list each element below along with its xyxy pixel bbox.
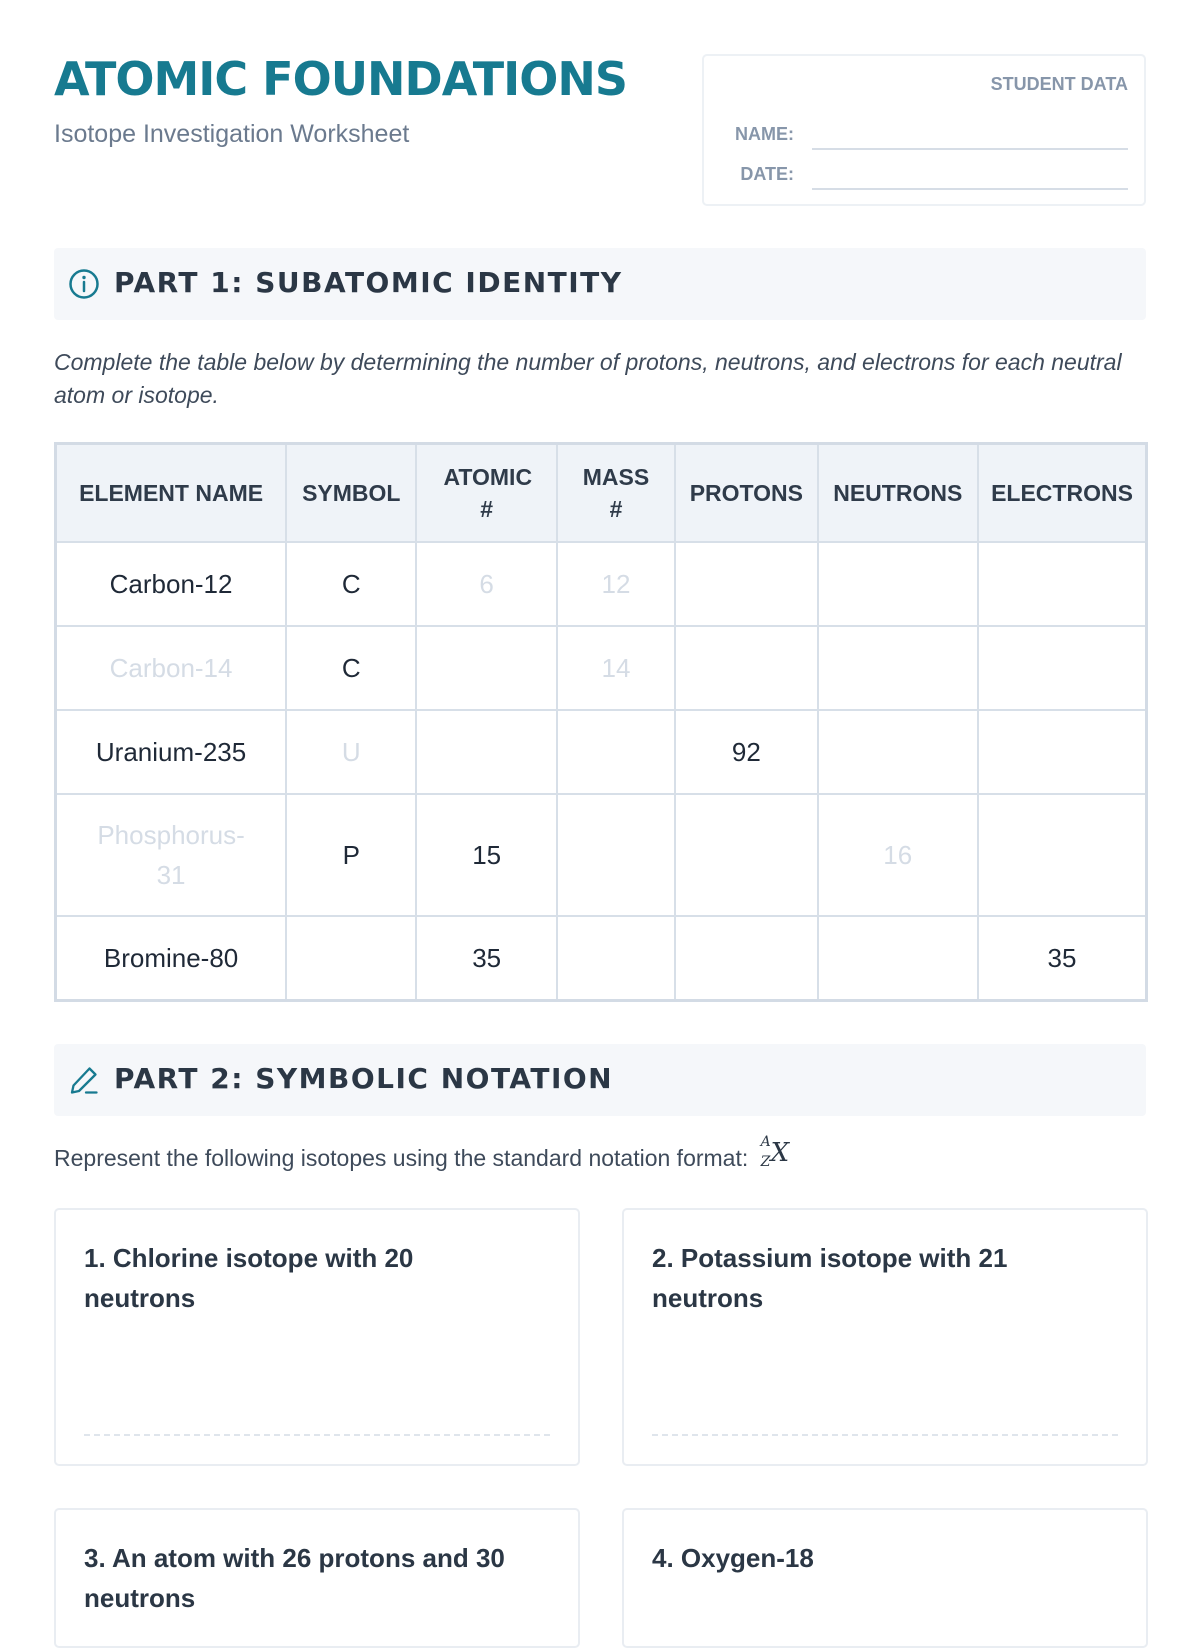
page-title: ATOMIC FOUNDATIONS (54, 52, 627, 106)
cell-mass-number[interactable] (557, 710, 675, 794)
cell-atomic-number[interactable] (416, 710, 556, 794)
cell-symbol: C (286, 626, 416, 710)
formula-symbol: X (770, 1138, 790, 1168)
part2-instructions-text: Represent the following isotopes using the standard notation format: (54, 1145, 749, 1171)
cell-mass-number[interactable] (557, 794, 675, 916)
cell-mass-number[interactable] (557, 916, 675, 1001)
name-field[interactable] (812, 148, 1128, 150)
question-card (622, 1508, 1148, 1648)
col-protons: PROTONS (675, 444, 817, 543)
col-electrons: ELECTRONS (978, 444, 1147, 543)
cell-electrons[interactable] (978, 710, 1147, 794)
cell-protons: 92 (675, 710, 817, 794)
table-row (56, 916, 1147, 1001)
cell-element-name: Uranium-235 (56, 710, 287, 794)
formula-mass: A (760, 1134, 771, 1150)
table-row (56, 626, 1147, 710)
col-element-name: ELEMENT NAME (56, 444, 287, 543)
cell-element-name[interactable]: Phosphorus-31 (56, 794, 287, 916)
formula-atomic: Z (760, 1154, 771, 1170)
question-card (622, 1208, 1148, 1466)
table-row (56, 710, 1147, 794)
subatomic-table (54, 442, 1148, 1002)
cell-neutrons[interactable] (818, 626, 978, 710)
part2-header (54, 1044, 1146, 1116)
cell-atomic-number: 15 (416, 794, 556, 916)
name-label: NAME: (735, 124, 794, 144)
cell-neutrons[interactable] (818, 542, 978, 626)
cell-neutrons[interactable]: 16 (818, 794, 978, 916)
col-mass-number: MASS # (557, 444, 675, 543)
part1-instructions: Complete the table below by determining the number of protons, neutrons, and electrons for each neutral atom or isotope. (54, 349, 1122, 408)
part1-title: PART 1: SUBATOMIC IDENTITY (114, 266, 623, 299)
cell-electrons: 35 (978, 916, 1147, 1001)
cell-neutrons[interactable] (818, 710, 978, 794)
cell-element-name: Bromine-80 (56, 916, 287, 1001)
name-row (704, 120, 1144, 150)
answer-line[interactable] (84, 1434, 550, 1436)
table-row (56, 542, 1147, 626)
date-row (704, 160, 1144, 190)
col-symbol: SYMBOL (286, 444, 416, 543)
date-field[interactable] (812, 188, 1128, 190)
question-card (54, 1208, 580, 1466)
cell-mass-number[interactable]: 14 (557, 626, 675, 710)
question-text: 3. An atom with 26 protons and 30 neutrons (84, 1543, 505, 1613)
part2-title: PART 2: SYMBOLIC NOTATION (114, 1062, 614, 1095)
cell-electrons[interactable] (978, 626, 1147, 710)
date-label: DATE: (740, 164, 794, 184)
cell-atomic-number[interactable]: 6 (416, 542, 556, 626)
cell-symbol: C (286, 542, 416, 626)
pencil-icon (68, 1064, 100, 1096)
question-text: 4. Oxygen-18 (652, 1543, 814, 1573)
cell-element-name[interactable]: Carbon-14 (56, 626, 287, 710)
cell-atomic-number[interactable] (416, 626, 556, 710)
col-neutrons: NEUTRONS (818, 444, 978, 543)
cell-protons[interactable] (675, 794, 817, 916)
info-icon (68, 268, 100, 300)
cell-symbol[interactable] (286, 916, 416, 1001)
table-header-row (56, 444, 1147, 543)
cell-symbol: P (286, 794, 416, 916)
cell-protons[interactable] (675, 542, 817, 626)
cell-symbol[interactable]: U (286, 710, 416, 794)
notation-formula (755, 1134, 799, 1172)
col-atomic-number: ATOMIC # (416, 444, 556, 543)
question-text: 1. Chlorine isotope with 20 neutrons (84, 1243, 414, 1313)
cell-mass-number[interactable]: 12 (557, 542, 675, 626)
cell-protons[interactable] (675, 626, 817, 710)
cell-element-name: Carbon-12 (56, 542, 287, 626)
cell-electrons[interactable] (978, 794, 1147, 916)
answer-line[interactable] (652, 1434, 1118, 1436)
student-data-label: STUDENT DATA (990, 74, 1128, 94)
question-card (54, 1508, 580, 1648)
student-data-box (702, 54, 1146, 206)
cell-protons[interactable] (675, 916, 817, 1001)
cell-electrons[interactable] (978, 542, 1147, 626)
cell-neutrons[interactable] (818, 916, 978, 1001)
part1-header (54, 248, 1146, 320)
cell-atomic-number: 35 (416, 916, 556, 1001)
question-text: 2. Potassium isotope with 21 neutrons (652, 1243, 1008, 1313)
part2-instructions (54, 1134, 799, 1172)
page-subtitle: Isotope Investigation Worksheet (54, 120, 410, 148)
table-row (56, 794, 1147, 916)
